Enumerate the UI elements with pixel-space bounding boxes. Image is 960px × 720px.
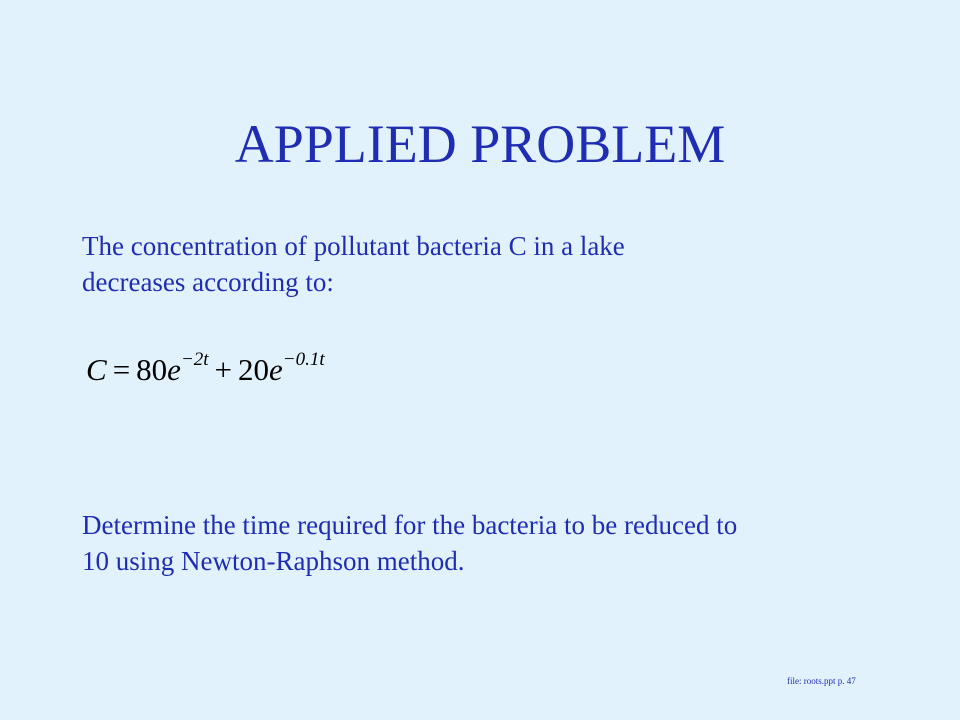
equation-term1-base: e [167,352,181,387]
equation-equals: = [112,352,131,387]
equation-term2-base: e [269,352,283,387]
task-statement [82,507,737,579]
problem-statement [82,228,625,300]
concentration-equation [86,350,325,390]
task-statement-line-1: Determine the time required for the bacteria to be reduced to [82,510,738,540]
equation-term1-coefficient: 80 [136,352,168,387]
slide-title: APPLIED PROBLEM [234,114,726,174]
equation-plus: + [214,352,233,387]
file-reference-footer: file: roots.ppt p. 47 [787,676,856,686]
task-statement-line-2: 10 using Newton-Raphson method. [82,546,465,576]
equation-term2-coefficient: 20 [238,352,270,387]
equation-lhs: C [86,352,107,387]
problem-statement-line-1: The concentration of pollutant bacteria C in a lake [82,231,625,261]
equation-term2-exponent: −0.1t [282,348,325,370]
problem-statement-line-2: decreases according to: [82,267,334,297]
equation-term1-exponent: −2t [180,348,209,370]
